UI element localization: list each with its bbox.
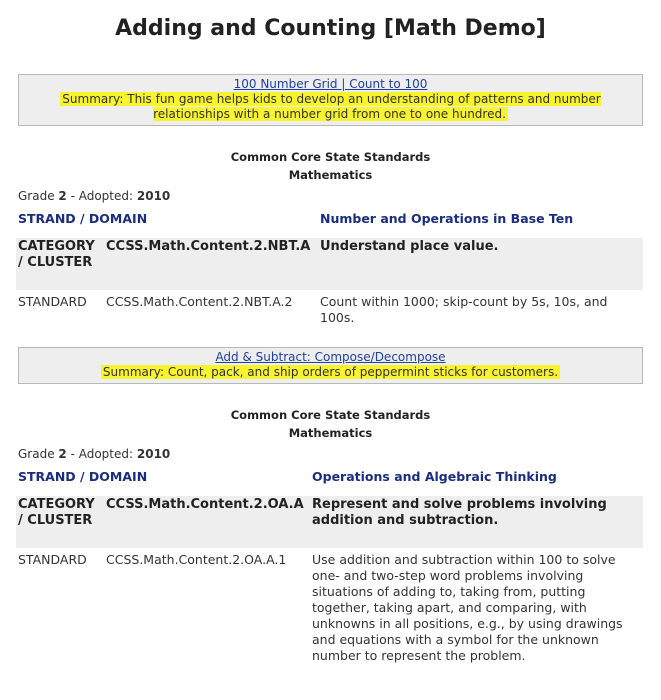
- grade-value: 2: [58, 447, 67, 461]
- standards-heading: Common Core State Standards: [230, 408, 431, 422]
- strand-label: STRAND / DOMAIN: [18, 211, 148, 226]
- grade-line: [18, 188, 661, 204]
- standard-desc: Count within 1000; skip-count by 5s, 10s, and 100s.: [320, 294, 608, 325]
- game-summary-box: [18, 347, 643, 384]
- adopted-prefix: - Adopted:: [66, 447, 137, 461]
- standard-row: [16, 290, 643, 327]
- page-title: Adding and Counting [Math Demo]: [115, 16, 546, 41]
- grade-prefix: Grade: [18, 189, 59, 203]
- standards-subject: Mathematics: [288, 426, 373, 440]
- standards-subject: Mathematics: [288, 168, 373, 182]
- entry-1: [0, 74, 661, 327]
- strand-row: [16, 210, 643, 228]
- category-row: [16, 496, 643, 548]
- game-summary-box: [18, 74, 643, 126]
- standards-table: [16, 210, 643, 327]
- grade-prefix: Grade: [18, 447, 59, 461]
- category-code: CCSS.Math.Content.2.NBT.A: [104, 238, 318, 290]
- entry-2: [0, 347, 661, 665]
- strand-row: [16, 468, 643, 486]
- grade-line: [18, 446, 661, 462]
- category-label: CATEGORY / CLUSTER: [16, 238, 104, 290]
- category-label: CATEGORY / CLUSTER: [16, 496, 104, 548]
- game-summary: Summary: This fun game helps kids to develop an understanding of patterns and number relationships with a number grid from one to one hundred.: [62, 92, 601, 121]
- strand-name: Operations and Algebraic Thinking: [312, 469, 557, 484]
- standard-code: CCSS.Math.Content.2.OA.A.1: [106, 552, 287, 567]
- adopted-prefix: - Adopted:: [66, 189, 137, 203]
- category-desc: Represent and solve problems involving addition and subtraction.: [310, 496, 643, 548]
- standard-code: CCSS.Math.Content.2.NBT.A.2: [106, 294, 293, 309]
- game-link[interactable]: Add & Subtract: Compose/Decompose: [215, 350, 446, 364]
- game-link[interactable]: 100 Number Grid | Count to 100: [233, 77, 428, 91]
- category-desc: Understand place value.: [318, 238, 643, 290]
- strand-label: STRAND / DOMAIN: [18, 469, 148, 484]
- game-summary: Summary: Count, pack, and ship orders of peppermint sticks for customers.: [102, 365, 559, 379]
- grade-value: 2: [58, 189, 67, 203]
- adopted-value: 2010: [136, 189, 171, 203]
- category-row: [16, 238, 643, 290]
- standard-row: [16, 548, 643, 665]
- adopted-value: 2010: [136, 447, 171, 461]
- standard-label: STANDARD: [18, 552, 87, 567]
- standard-label: STANDARD: [18, 294, 87, 309]
- standards-heading: Common Core State Standards: [230, 150, 431, 164]
- standards-table: [16, 468, 643, 665]
- strand-name: Number and Operations in Base Ten: [320, 211, 574, 226]
- category-code: CCSS.Math.Content.2.OA.A: [104, 496, 310, 548]
- standard-desc: Use addition and subtraction within 100 to solve one- and two-step word problems involving situations of adding to, taking from, putting together, taking apart, and comparing, with unknowns in all positions, e.g., by using drawings and equations with a symbol for the unknown number to represent the problem.: [312, 552, 623, 663]
